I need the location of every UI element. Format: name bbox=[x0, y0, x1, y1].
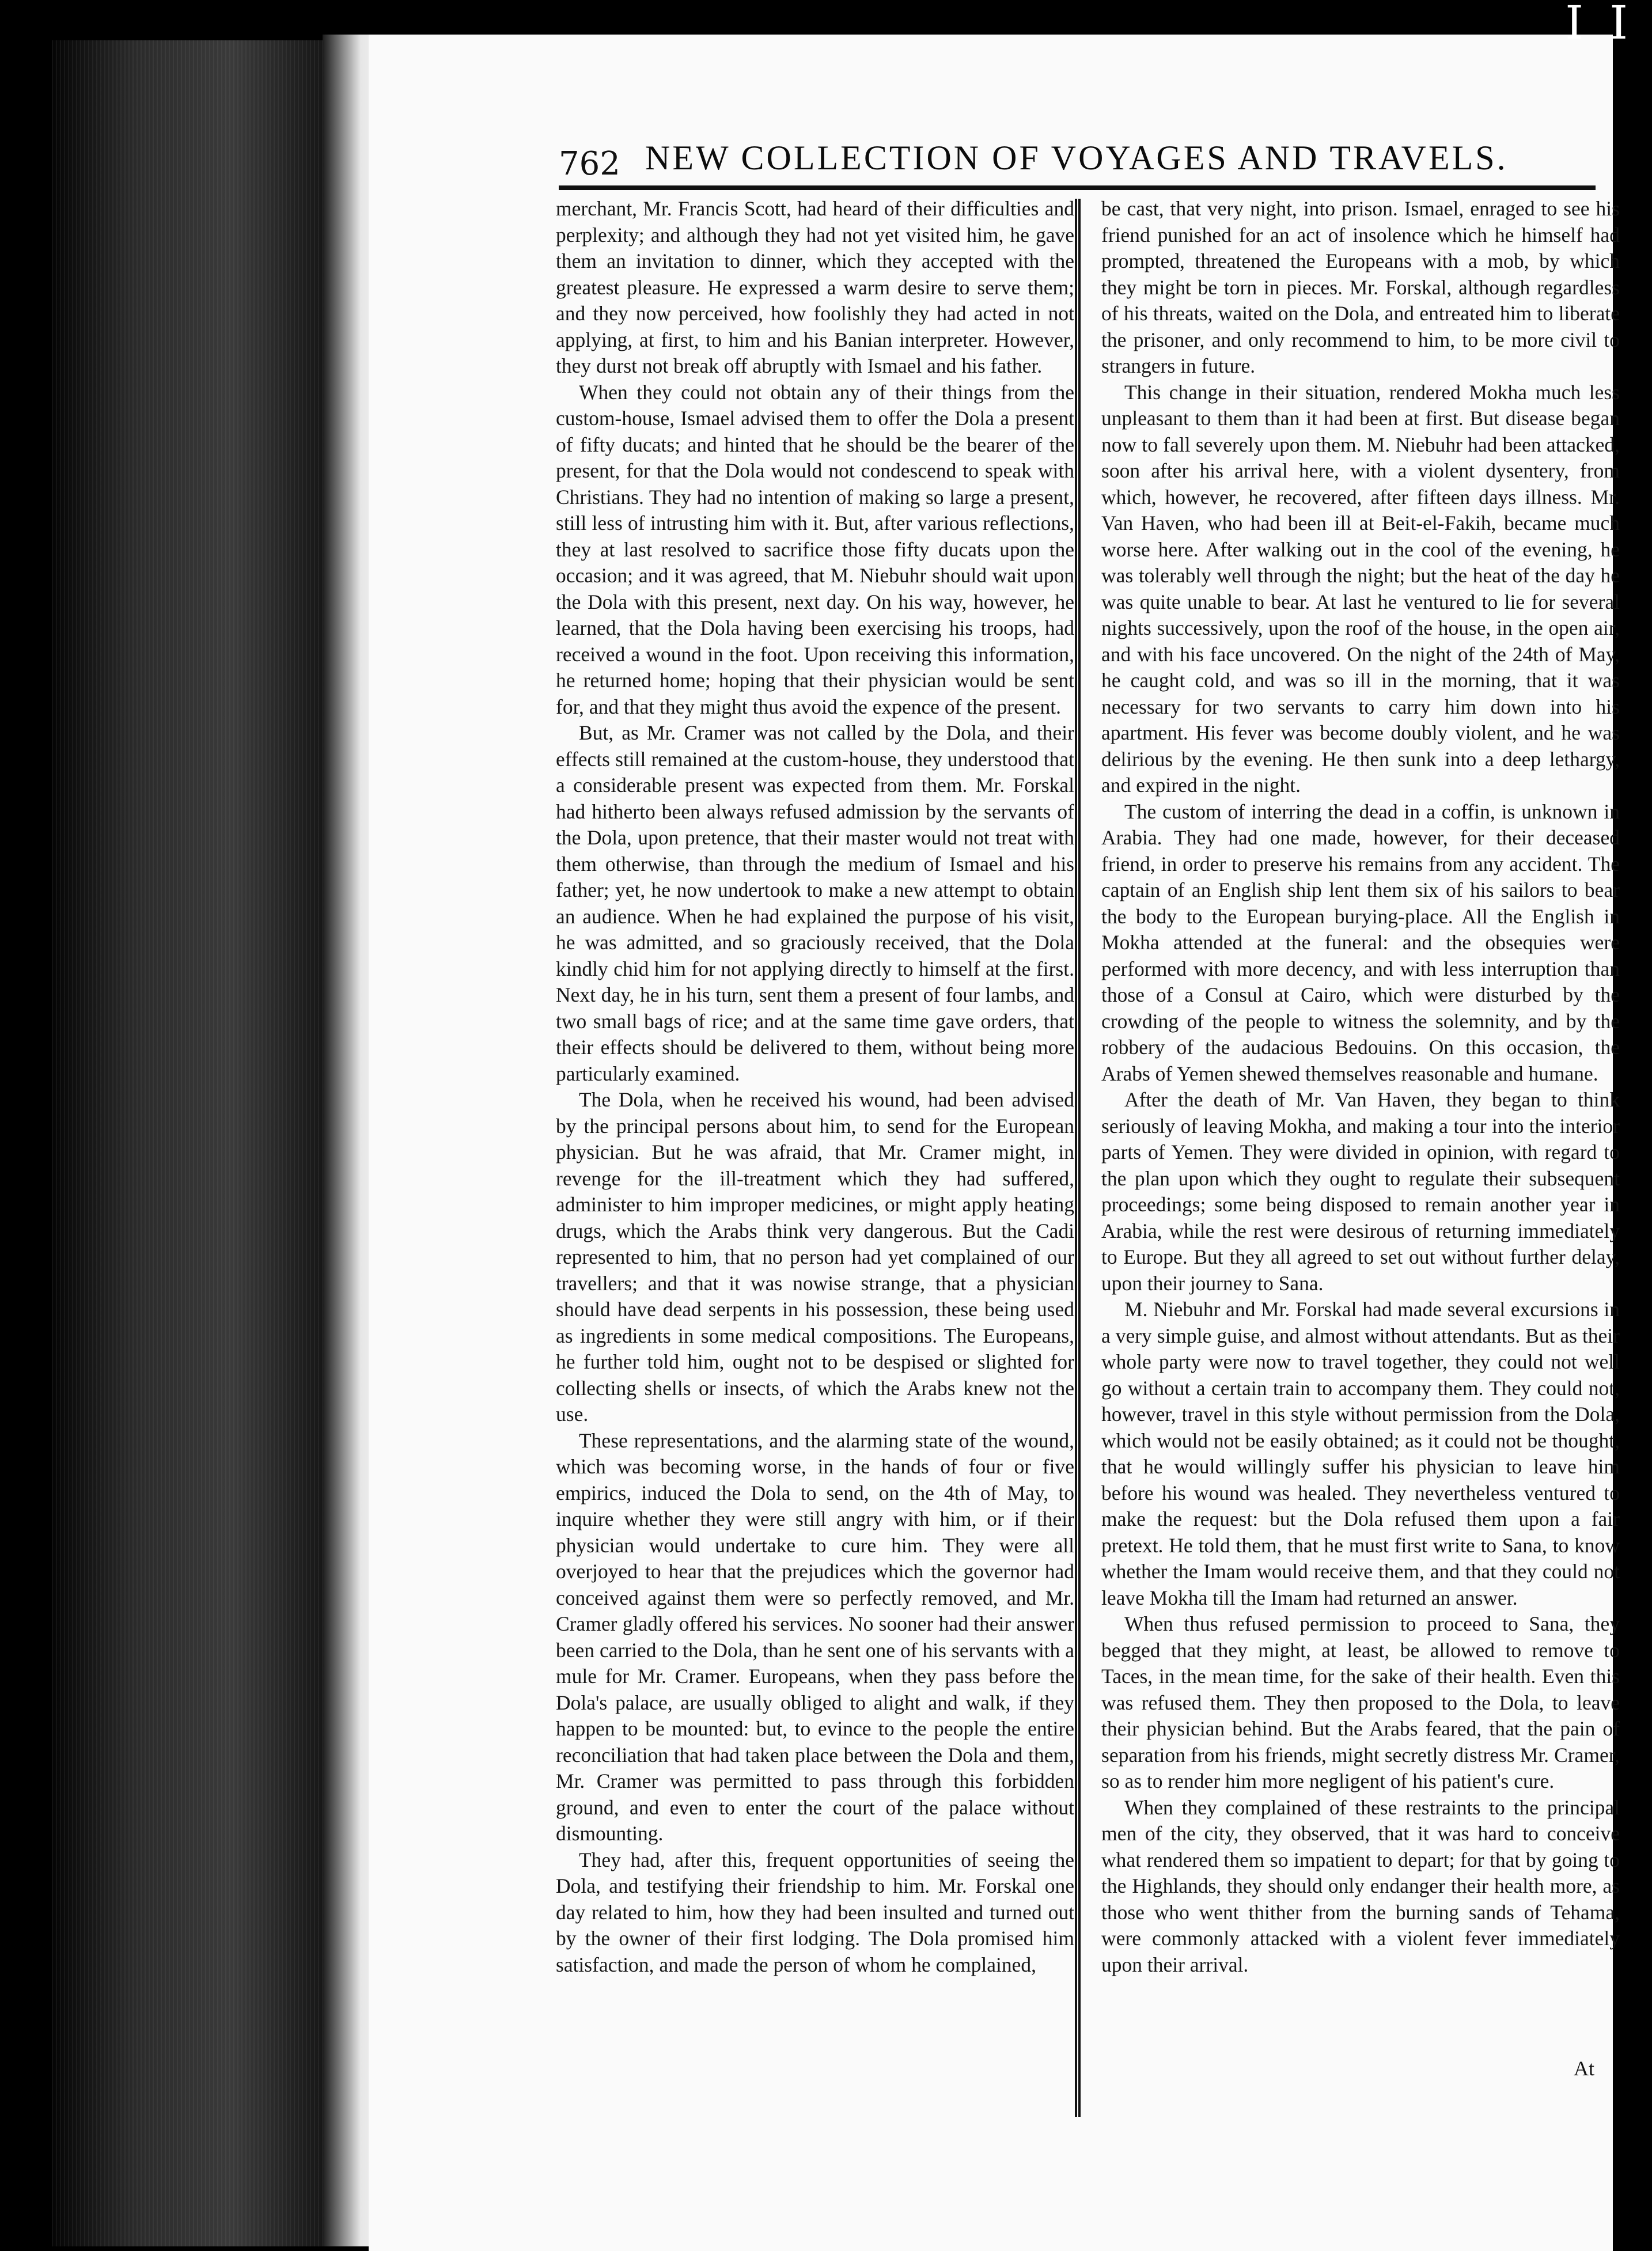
page-number: 762 bbox=[559, 145, 620, 183]
header-rule bbox=[559, 185, 1596, 190]
paragraph: When thus refused permission to proceed to Sana, they begged that they might, at least, be allowed to remove to Taces, in the mean time, for the sake of their health. Even this was refused them. They then proposed to the Dola, to leave their physician behind. But the Arabs feared, that the pain of separation from his friends, might secretly distress Mr. Cramer, so as to render him more negligent of his patient's cure. bbox=[1101, 1612, 1620, 1793]
running-title: NEW COLLECTION OF VOYAGES AND TRAVELS. bbox=[645, 139, 1508, 177]
paragraph: merchant, Mr. Francis Scott, had heard of their difficulties and perplexity; and although they had not yet visited him, he gave them an invitation to dinner, which they accepted with the greatest pleasure. He expressed a warm desire to serve them; and they now perceived, how foolishly they had acted in not applying, at first, to him and his Banian interpreter. However, they durst not break off abruptly with Ismael and his father. bbox=[556, 197, 1074, 377]
paragraph: be cast, that very night, into prison. Ismael, enraged to see his friend punished for an act of insolence which he himself had prompted, threatened the Europeans with a mob, by which they might be torn in pieces. Mr. Forskal, although regardless of his threats, waited on the Dola, and entreated him to liberate the prisoner, and only recommend to him, to be more civil to strangers in future. bbox=[1101, 197, 1620, 377]
catchword: At bbox=[1574, 2057, 1594, 2080]
left-column bbox=[556, 196, 1074, 1978]
page-header bbox=[559, 138, 1596, 202]
right-column bbox=[1101, 196, 1620, 1978]
paragraph: The custom of interring the dead in a coffin, is unknown in Arabia. They had one made, however, for their deceased friend, in order to preserve his remains from any accident. The captain of an English ship lent them six of his sailors to bear the body to the European burying-place. All the English in Mokha attended at the funeral: and the obsequies were performed with more decency, and with less interruption than those of a Consul at Cairo, which were disturbed by the crowding of the people to witness the solemnity, and by the robbery of the audacious Bedouins. On this occasion, the Arabs of Yemen shewed themselves reasonable and humane. bbox=[1101, 799, 1620, 1085]
paragraph: But, as Mr. Cramer was not called by the Dola, and their effects still remained at the custom-house, they understood that a considerable present was expected from them. Mr. Forskal had hitherto been always refused admission by the servants of the Dola, upon pretence, that their master would not treat with them otherwise, than through the medium of Ismael and his father; yet, he now undertook to make a new attempt to obtain an audience. When he had explained the purpose of his visit, he was admitted, and so graciously received, that the Dola kindly chid him for not applying directly to himself at the first. Next day, he in his turn, sent them a present of four lambs, and two small bags of rice; and at the same time gave orders, that their effects should be delivered to them, without being more particularly examined. bbox=[556, 721, 1074, 1085]
paragraph: The Dola, when he received his wound, had been advised by the principal persons about him, to send for the European physician. But he was afraid, that Mr. Cramer might, in revenge for the ill-treatment which they had suffered, administer to him improper medicines, or might apply heating drugs, which the Arabs think very dangerous. But the Cadi represented to him, that no person had yet complained of our travellers; and that it was nowise strange, that a physician should have dead serpents in his possession, these being used as ingredients in some medical compositions. The Europeans, he further told him, ought not to be despised or slighted for collecting shells or insects, of which the Arabs knew not the use. bbox=[556, 1088, 1074, 1426]
paragraph: These representations, and the alarming state of the wound, which was becoming worse, in the hands of four or five empirics, induced the Dola to send, on the 4th of May, to inquire whether they were still angry with him, or if their physician would undertake to cure him. They were all overjoyed to hear that the prejudices which the governor had conceived against them were so perfectly removed, and Mr. Cramer gladly offered his services. No sooner had their answer been carried to the Dola, than he sent one of his servants with a mule for Mr. Cramer. Europeans, when they pass before the Dola's palace, are usually obliged to alight and walk, if they happen to be mounted: but, to evince to the people the entire reconciliation that had taken place between the Dola and them, Mr. Cramer was permitted to pass through this forbidden ground, and even to enter the court of the palace without dismounting. bbox=[556, 1428, 1074, 1845]
column-divider bbox=[1075, 199, 1081, 2117]
paragraph: After the death of Mr. Van Haven, they began to think seriously of leaving Mokha, and making a tour into the interior parts of Yemen. They were divided in opinion, with regard to the plan upon which they ought to regulate their subsequent proceedings; some being disposed to remain another year in Arabia, while the rest were desirous of returning immediately to Europe. But they all agreed to set out without further delay, upon their journey to Sana. bbox=[1101, 1088, 1620, 1295]
paragraph: This change in their situation, rendered Mokha much less unpleasant to them than it had been at first. But disease began now to fall severely upon them. M. Niebuhr had been attacked, soon after his arrival here, with a violent dysentery, from which, however, he recovered, after fifteen days illness. Mr. Van Haven, who had been ill at Beit-el-Fakih, became much worse here. After walking out in the cool of the evening, he was tolerably well through the night; but the heat of the day he was quite unable to bear. At last he ventured to lie for several nights successively, upon the roof of the house, in the open air, and with his face uncovered. On the night of the 24th of May, he caught cold, and was so ill in the morning, that it was necessary for two servants to carry him down into his apartment. His fever was become doubly violent, and he was delirious by the evening. He then sunk into a deep lethargy, and expired in the night. bbox=[1101, 380, 1620, 797]
paragraph: M. Niebuhr and Mr. Forskal had made several excursions in a very simple guise, and almost without attendants. But as their whole party were now to travel together, they could not well go without a certain train to accompany them. They could not, however, travel in this style without permission from the Dola, which would not be easily obtained; as it could not be thought, that he would willingly suffer his physician to leave him before his wound was healed. They nevertheless ventured to make the request: but the Dola refused them upon a fair pretext. He told them, that he must first write to Sana, to know whether the Imam would receive them, and that they could not leave Mokha till the Imam had returned an answer. bbox=[1101, 1298, 1620, 1609]
paragraph: They had, after this, frequent opportunities of seeing the Dola, and testifying their friendship to him. Mr. Forskal one day related to him, how they had been insulted and turned out by the owner of their first lodging. The Dola promised him satisfaction, and made the person of whom he complained, bbox=[556, 1848, 1074, 1976]
corner-mark: I I bbox=[1565, 0, 1634, 50]
paragraph: When they could not obtain any of their things from the custom-house, Ismael advised them to offer the Dola a present of fifty ducats; and hinted that he should be the bearer of the present, for that the Dola would not condescend to speak with Christians. They had no intention of making so large a present, still less of intrusting him with it. But, after various reflections, they at last resolved to sacrifice those fifty ducats upon the occasion; and it was agreed, that M. Niebuhr should wait upon the Dola with this present, next day. On his way, however, he learned, that the Dola having been exercising his troops, had received a wound in the foot. Upon receiving this information, he returned home; hoping that their physician would be sent for, and that they might thus avoid the expence of the present. bbox=[556, 380, 1074, 718]
paragraph: When they complained of these restraints to the principal men of the city, they observed, that it was hard to conceive what rendered them so impatient to depart; for that by going to the Highlands, they should only endanger their health more, as those who went thither from the burning sands of Tehama, were commonly attacked with a violent fever immediately upon their arrival. bbox=[1101, 1795, 1620, 1976]
